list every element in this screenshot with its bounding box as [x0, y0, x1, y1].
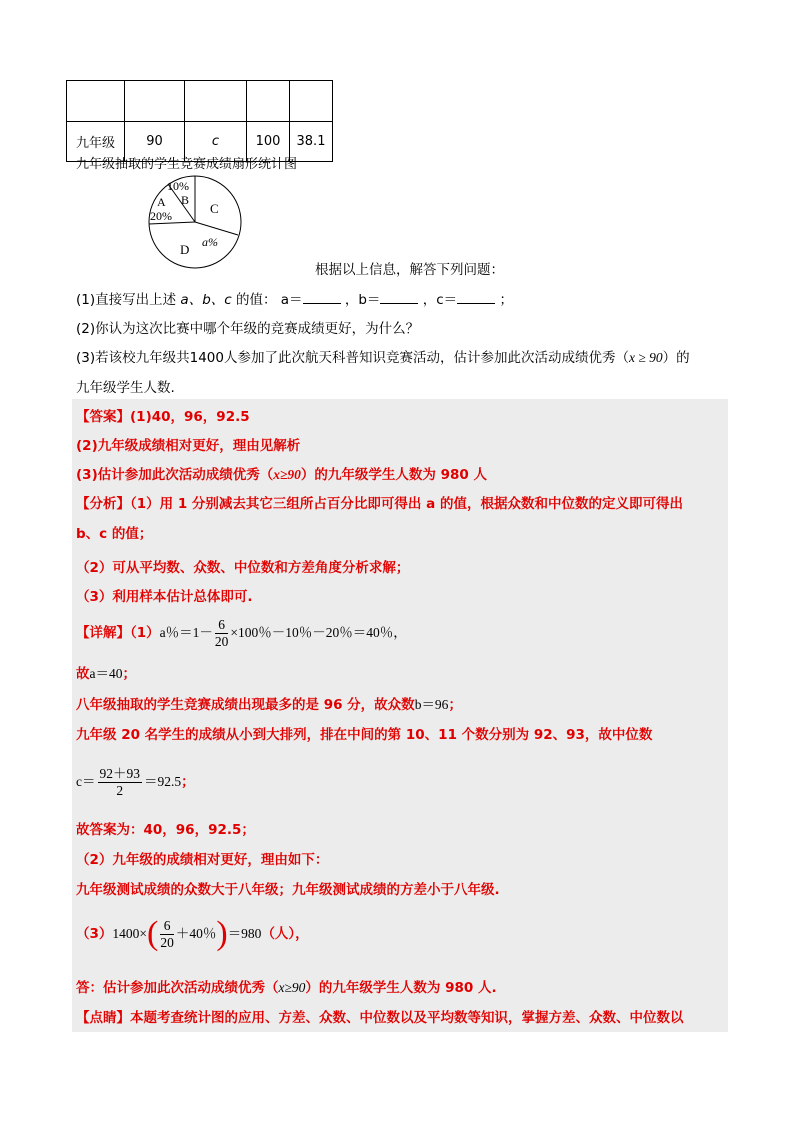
answer-3-cond: x≥90	[273, 467, 301, 482]
table-cell	[67, 81, 125, 122]
detail-line-3	[76, 693, 462, 713]
q1-mid: 的值：	[235, 292, 277, 308]
answer-text: (1)40，96，92.5	[130, 409, 250, 425]
detail-line-9	[76, 912, 309, 956]
table-cell: c	[185, 122, 247, 162]
detail-line-4: 九年级 20 名学生的成绩从小到大排列，排在中间的第 10、11 个数分别为 92、93，故中位数	[76, 727, 653, 743]
table-cell: 100	[247, 122, 290, 162]
question-3-line-2: 九年级学生人数.	[76, 380, 175, 396]
detail-3-post: ；	[448, 697, 462, 713]
table-cell: 九年级	[67, 122, 125, 162]
final-post: ）的九年级学生人数为 980 人.	[305, 980, 497, 996]
pie-divider-c	[195, 222, 238, 235]
detail-9-math-b: ＋40％	[175, 926, 217, 941]
q1-b-blank[interactable]	[380, 292, 418, 304]
fraction-num: 6	[160, 918, 174, 935]
detail-2-pre: 故	[76, 666, 90, 682]
q1-a-label: a＝	[280, 292, 303, 308]
left-paren: (	[147, 915, 159, 952]
q1-prefix: (1)直接写出上述	[76, 292, 177, 308]
answer-line-2: (2)九年级成绩相对更好，理由见解析	[76, 438, 301, 454]
final-cond: x≥90	[278, 980, 306, 995]
detail-9-math-c: ＝980	[227, 926, 262, 941]
detail-1-pre: （1）	[130, 625, 160, 641]
detail-3-math: b＝96	[414, 697, 449, 712]
detail-3-pre: 八年级抽取的学生竞赛成绩出现最多的是 96 分，故众数	[76, 697, 415, 713]
slice-a-label: A	[157, 195, 166, 209]
q1-end: ；	[499, 292, 513, 308]
pie-chart	[140, 172, 250, 272]
slice-b-pct: 10%	[167, 179, 189, 193]
detail-9-post: （人），	[261, 926, 309, 942]
question-2: (2)你认为这次比赛中哪个年级的竞赛成绩更好，为什么？	[76, 321, 420, 337]
detail-9-pre: （3）	[76, 926, 113, 942]
slice-c-label: C	[210, 201, 219, 216]
q1-c-blank[interactable]	[457, 292, 495, 304]
detail-9-math-a: 1400×	[112, 926, 148, 941]
detail-line-1	[76, 616, 407, 650]
question-1	[76, 288, 513, 308]
fraction-6-20	[215, 617, 229, 650]
analysis-line-4: （3）利用样本估计总体即可.	[76, 589, 253, 605]
answer-tag: 【答案】	[76, 409, 130, 425]
slice-b-label: B	[181, 193, 190, 207]
fraction-num: 92＋93	[99, 765, 140, 781]
detail-line-8: 九年级测试成绩的众数大于八年级；九年级测试成绩的方差小于八年级.	[76, 882, 500, 898]
detail-5-math-a: c＝	[76, 774, 96, 789]
detail-5-post: ；	[181, 774, 195, 790]
fraction-median	[98, 766, 143, 799]
analysis-line-2: b、c 的值；	[76, 526, 153, 542]
detail-2-math: a＝40	[89, 666, 123, 681]
pie-title: 九年级抽取的学生竞赛成绩扇形统计图	[76, 157, 298, 172]
right-paren: )	[216, 915, 228, 952]
analysis-text: （1）用 1 分别减去其它三组所占百分比即可得出 a 的值，根据众数和中位数的定义即可得出	[130, 496, 683, 512]
slice-d-label: D	[180, 242, 190, 257]
answer-3-pre: (3)估计参加此次活动成绩优秀（	[76, 467, 274, 483]
comment-tag: 【点睛】	[76, 1010, 130, 1026]
analysis-line-3: （2）可从平均数、众数、中位数和方差角度分析求解；	[76, 560, 410, 576]
slice-d-pct: a%	[202, 235, 218, 249]
table-cell	[290, 81, 333, 122]
detail-line-2	[76, 662, 136, 682]
answer-line-1	[76, 405, 250, 425]
intro-text: 根据以上信息，解答下列问题：	[315, 262, 504, 278]
detail-line-6: 故答案为：40，96，92.5；	[76, 822, 255, 838]
comment-line	[76, 1006, 684, 1026]
final-pre: 答：估计参加此次活动成绩优秀（	[76, 980, 279, 996]
table-row	[67, 81, 333, 122]
detail-2-post: ；	[122, 666, 136, 682]
fraction-den: 20	[214, 633, 229, 649]
fraction-num: 6	[215, 617, 229, 634]
q1-b-label: ，b＝	[344, 292, 381, 308]
q1-vars: a、b、c	[180, 292, 232, 308]
score-table	[66, 80, 333, 162]
detail-1-math-b: ×100％－10％－20％＝40％，	[230, 625, 407, 640]
fraction-den: 2	[116, 782, 124, 798]
table-cell: 38.1	[290, 122, 333, 162]
comment-text: 本题考查统计图的应用、方差、众数、中位数以及平均数等知识，掌握方差、众数、中位数以	[130, 1010, 684, 1026]
q3-suffix: ）的	[662, 350, 690, 366]
detail-5-math-b: ＝92.5	[144, 774, 182, 789]
table-cell	[185, 81, 247, 122]
fraction-den: 20	[160, 934, 174, 950]
detail-line-5	[76, 765, 195, 799]
fraction-6-20-b	[160, 918, 174, 951]
detail-tag: 【详解】	[76, 625, 130, 641]
answer-line-3	[76, 463, 487, 483]
final-answer	[76, 976, 497, 996]
q1-c-label: ，c＝	[422, 292, 458, 308]
table-cell: 90	[125, 122, 185, 162]
table-cell	[247, 81, 290, 122]
answer-3-post: ）的九年级学生人数为 980 人	[300, 467, 487, 483]
question-3-line-1	[76, 346, 690, 366]
q3-condition: x ≥ 90	[628, 350, 663, 365]
table-cell	[125, 81, 185, 122]
slice-a-pct: 20%	[150, 209, 172, 223]
analysis-tag: 【分析】	[76, 496, 130, 512]
q1-a-blank[interactable]	[303, 292, 341, 304]
detail-1-math-a: a％＝1－	[159, 625, 213, 640]
analysis-line-1	[76, 492, 683, 512]
q3-prefix: (3)若该校九年级共1400人参加了此次航天科普知识竞赛活动，估计参加此次活动成绩优秀（	[76, 350, 629, 366]
detail-line-7: （2）九年级的成绩相对更好，理由如下：	[76, 852, 329, 868]
